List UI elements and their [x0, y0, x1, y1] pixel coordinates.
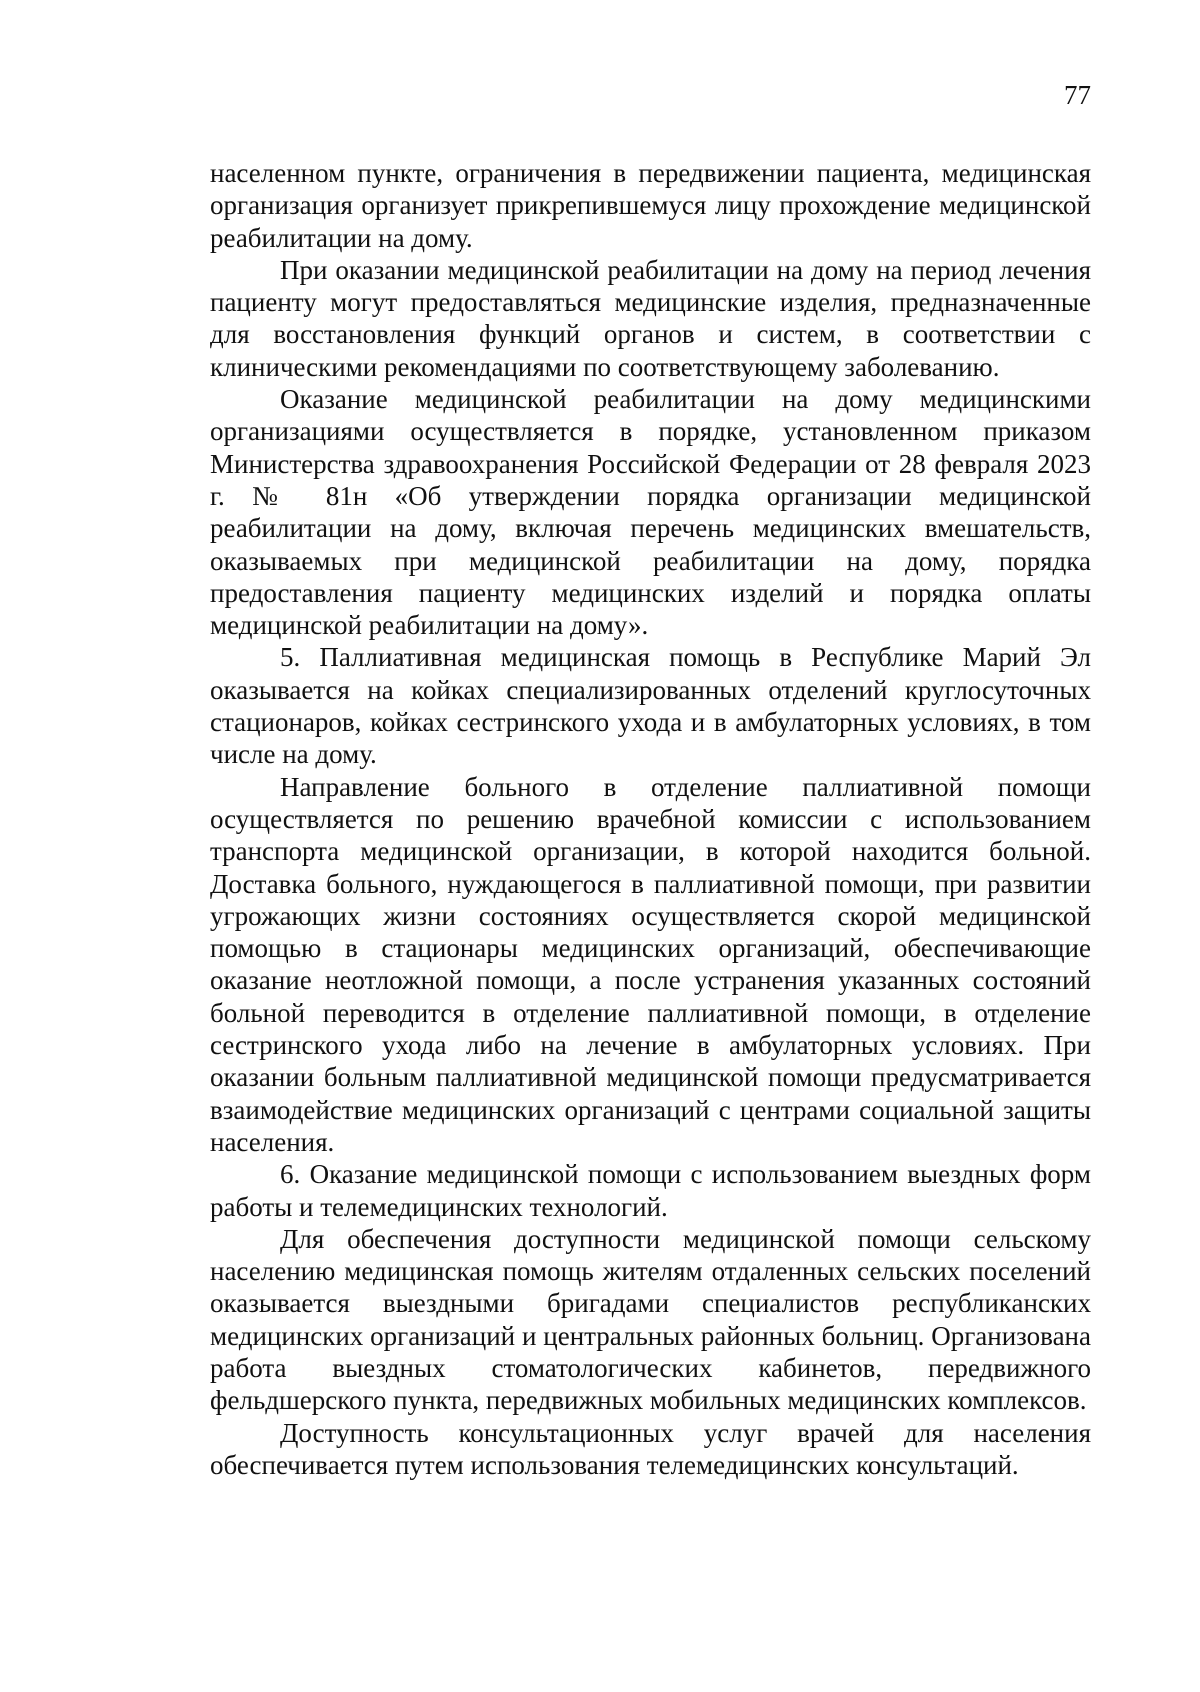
document-body	[210, 157, 1091, 1481]
paragraph-palliative-care: 5. Паллиативная медицинская помощь в Республике Марий Эл оказывается на койках специализированных отделений круглосуточных стационаров, койках сестринского ухода и в амбулаторных условиях, в том числе на дому.	[210, 642, 1091, 770]
page-number: 77	[1064, 80, 1091, 110]
paragraph-rehabilitation-order: Оказание медицинской реабилитации на дому медицинскими организациями осуществляется в порядке, установленном приказом Министерства здравоохранения Российской Федерации от 28 февраля 2023 г. № 81н «Об утверждении порядка организации медицинской реабилитации на дому, включая перечень медицинских вмешательств, оказываемых при медицинской реабилитации на дому, порядка предоставления пациенту медицинских изделий и порядка оплаты медицинской реабилитации на дому».	[210, 384, 1091, 641]
paragraph-telemedicine: Доступность консультационных услуг врачей для населения обеспечивается путем использования телемедицинских консультаций.	[210, 1417, 1091, 1480]
paragraph-section-6-heading: 6. Оказание медицинской помощи с использованием выездных форм работы и телемедицинских технологий.	[210, 1159, 1091, 1222]
paragraph-medical-devices: При оказании медицинской реабилитации на дому на период лечения пациенту могут предоставляться медицинские изделия, предназначенные для восстановления функций органов и систем, в соответствии с клиническими рекомендациями по соответствующему заболеванию.	[210, 254, 1091, 382]
paragraph-rural-access: Для обеспечения доступности медицинской помощи сельскому населению медицинская помощь жителям отдаленных сельских поселений оказывается выездными бригадами специалистов республиканских медицинских организаций и центральных районных больниц. Организована работа выездных стоматологических кабинетов, передвижного фельдшерского пункта, передвижных мобильных медицинских комплексов.	[210, 1223, 1091, 1416]
paragraph-patient-referral: Направление больного в отделение паллиативной помощи осуществляется по решению врачебной комиссии с использованием транспорта медицинской организации, в которой находится больной. Доставка больного, нуждающегося в паллиативной помощи, при развитии угрожающих жизни состояниях осуществляется скорой медицинской помощью в стационары медицинских организаций, обеспечивающие оказание неотложной помощи, а после устранения указанных состояний больной переводится в отделение паллиативной помощи, в отделение сестринского ухода либо на лечение в амбулаторных условиях. При оказании больным паллиативной медицинской помощи предусматривается взаимодействие медицинских организаций с центрами социальной защиты населения.	[210, 771, 1091, 1157]
paragraph-continuation: населенном пункте, ограничения в передвижении пациента, медицинская организация организует прикрепившемуся лицу прохождение медицинской реабилитации на дому.	[210, 158, 1091, 253]
